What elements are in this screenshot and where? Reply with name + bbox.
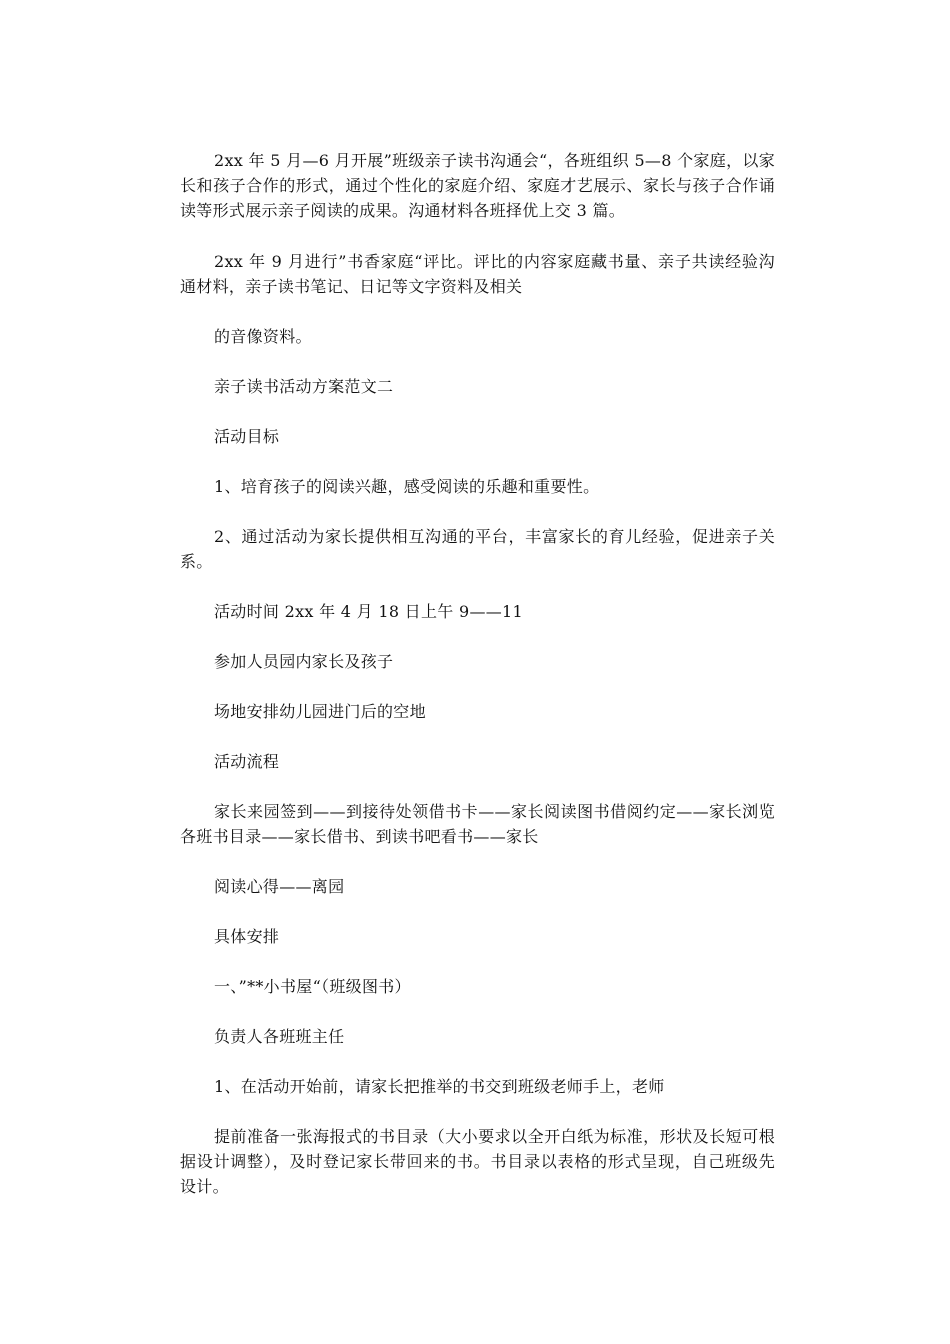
- process-steps-continued: 阅读心得——离园: [214, 877, 345, 896]
- paragraph-audio-video-materials: 的音像资料。: [214, 327, 312, 346]
- person-in-charge: 负责人各班班主任: [214, 1027, 345, 1046]
- activity-time: 活动时间 2xx 年 4 月 18 日上午 9——11: [214, 602, 524, 621]
- participants: 参加人员园内家长及孩子: [214, 652, 394, 671]
- paragraph-reading-exchange-meeting: 2xx 年 5 月—6 月开展”班级亲子读书沟通会“，各班组织 5—8 个家庭，以家长和孩子合作的形式，通过个性化的家庭介绍、家庭才艺展示、家长与孩子合作诵读等形式展示亲子阅读的成果。沟通材料各班择优上交 3 篇。: [180, 151, 775, 220]
- heading-specific-arrangements: 具体安排: [214, 927, 280, 946]
- process-steps: 家长来园签到——到接待处领借书卡——家长阅读图书借阅约定——家长浏览各班书目录——家长借书、到读书吧看书——家长: [180, 802, 775, 846]
- subheading-small-bookhouse: 一、”**小书屋“（班级图书）: [214, 977, 411, 996]
- goal-item-1: 1、培育孩子的阅读兴趣，感受阅读的乐趣和重要性。: [214, 477, 600, 496]
- venue-arrangement: 场地安排幼儿园进门后的空地: [214, 702, 426, 721]
- book-list-preparation: 提前准备一张海报式的书目录（大小要求以全开白纸为标准，形状及长短可根据设计调整），及时登记家长带回来的书。书目录以表格的形式呈现，自己班级先设计。: [180, 1127, 775, 1196]
- arrangement-item-1: 1、在活动开始前，请家长把推举的书交到班级老师手上，老师: [214, 1077, 665, 1096]
- section-title-plan-two: 亲子读书活动方案范文二: [214, 377, 394, 396]
- heading-activity-process: 活动流程: [214, 752, 280, 771]
- goal-item-2: 2、通过活动为家长提供相互沟通的平台，丰富家长的育儿经验，促进亲子关系。: [180, 527, 775, 571]
- heading-activity-goals: 活动目标: [214, 427, 280, 446]
- paragraph-book-family-selection: 2xx 年 9 月进行”书香家庭“评比。评比的内容家庭藏书量、亲子共读经验沟通材料，亲子读书笔记、日记等文字资料及相关: [180, 252, 775, 296]
